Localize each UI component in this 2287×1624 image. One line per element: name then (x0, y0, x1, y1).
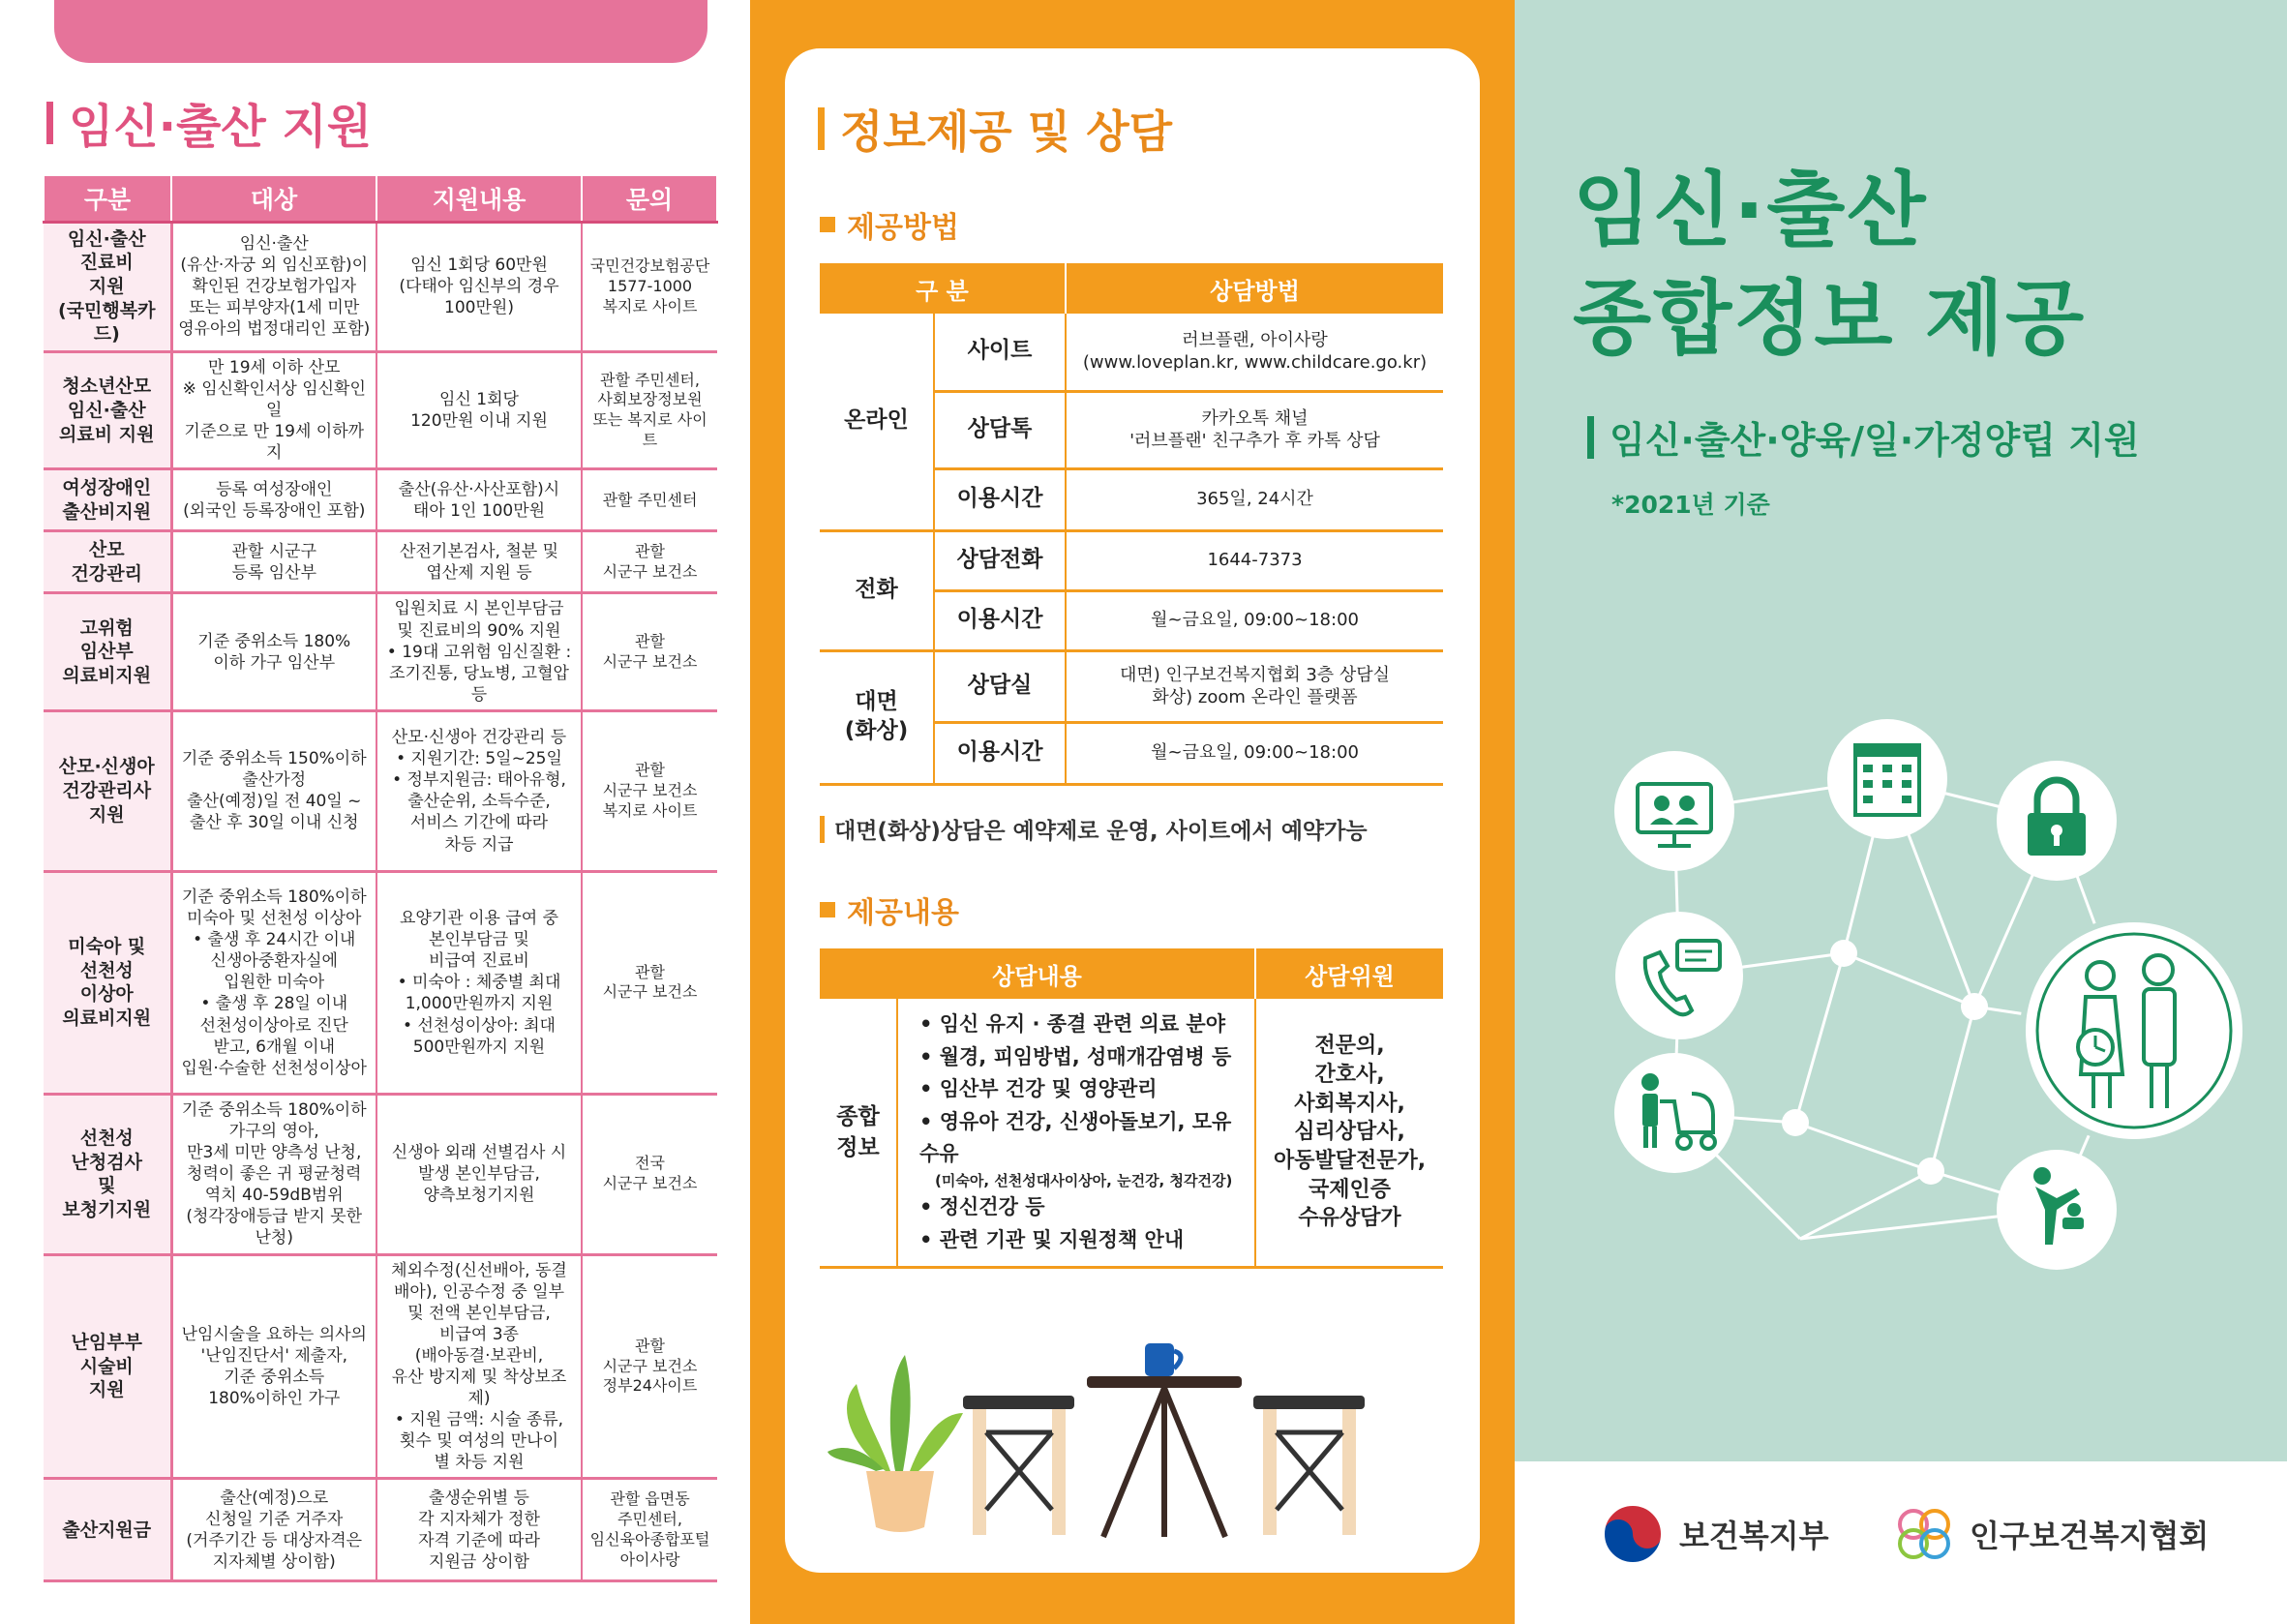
square-bullet-icon (820, 217, 835, 232)
table-cell: 관할 시군구 보건소 (582, 593, 717, 710)
caregiver-icon (1997, 1150, 2117, 1270)
table-cell: 전국 시군구 보건소 (582, 1094, 717, 1254)
table-cell: 난임시술을 요하는 의사의 '난임진단서' 제출자, 기준 중위소득 180%이하인 가구 (171, 1254, 376, 1479)
table-row (820, 314, 1443, 391)
table-cell: 관할 시군구 보건소 복지로 사이트 (582, 710, 717, 871)
header-inquiry: 문의 (582, 175, 717, 222)
support-table (43, 174, 718, 1582)
table-cell: 산모 건강관리 (44, 531, 171, 593)
table-row (820, 530, 1443, 590)
list-item-note: (미숙아, 선천성대사이상아, 눈건강, 청각건강) (935, 1171, 1233, 1189)
list-item: • 관련 기관 및 지원정책 안내 (919, 1224, 1245, 1257)
table-row (820, 999, 1443, 1268)
header-category: 구 분 (820, 263, 1066, 314)
table-cell: 만 19세 이하 산모 ※ 임신확인서상 임신확인일 기준으로 만 19세 이하까지 (171, 351, 376, 468)
table-row (44, 593, 717, 710)
header-category: 구분 (44, 175, 171, 222)
table-cell: 등록 여성장애인 (외국인 등록장애인 포함) (171, 469, 376, 531)
method-desc: 1644-7373 (1066, 530, 1443, 590)
method-desc: 365일, 24시간 (1066, 468, 1443, 530)
table-cell: 기준 중위소득 180%이하 미숙아 및 선천성 이상아 • 출생 후 24시간 이내 신생아중환자실에 입원한 미숙아 • 출생 후 28일 이내 선천성이상아로 진단 받고, 6개월 이내 입원·수술한 선천성이상아 (171, 871, 376, 1094)
building-icon (1827, 719, 1947, 839)
table-cell: 청소년산모 임신·출산 의료비 지원 (44, 351, 171, 468)
sub-category: 상담톡 (934, 391, 1066, 468)
lock-icon (1997, 761, 2117, 881)
table-cell: 관할 시군구 보건소 (582, 871, 717, 1094)
table-cell: 고위험 임산부 의료비지원 (44, 593, 171, 710)
cover-panel (1515, 0, 2287, 1624)
table-row (44, 351, 717, 468)
table-cell: 여성장애인 출산비지원 (44, 469, 171, 531)
table-cell: 임신 1회당 120만원 이내 지원 (376, 351, 582, 468)
title-bar (46, 102, 53, 144)
table-cell: 체외수정(신선배아, 동결 배아), 인공수정 중 일부 및 전액 본인부담금, 비급여 3종 (배아동결·보관비, 유산 방지제 및 착상보조제) • 지원 금액: 시술 종류, 횟수 및 여성의 만나이 별 차등 지원 (376, 1254, 582, 1479)
cover-title-line2: 종합정보 제공 (1573, 271, 2087, 366)
cover-title-line1: 임신·출산 (1573, 163, 1928, 257)
table-cell: 신생아 외래 선별검사 시 발생 본인부담금, 양측보청기지원 (376, 1094, 582, 1254)
support-section-title: 임신·출산 지원 (46, 89, 372, 156)
group-online: 온라인 (820, 314, 934, 530)
support-panel (0, 0, 750, 1624)
title-bar (818, 107, 825, 150)
header-target: 대상 (171, 175, 376, 222)
table-cell: 관할 주민센터, 사회보장정보원 또는 복지로 사이트 (582, 351, 717, 468)
table-cell: 출생순위별 등 각 지자체가 정한 자격 기준에 따라 지원금 상이함 (376, 1479, 582, 1581)
network-illustration (1515, 668, 2287, 1365)
table-cell: 관할 시군구 보건소 (582, 531, 717, 593)
table-cell: 관할 주민센터 (582, 469, 717, 531)
kpphw-logo: 인구보건복지협회 (1892, 1503, 2209, 1565)
table-cell: 산모·신생아 건강관리사 지원 (44, 710, 171, 871)
list-item: • 임산부 건강 및 영양관리 (919, 1073, 1245, 1106)
cover-subtitle: 임신·출산·양육/일·가정양립 지원 (1587, 410, 2140, 464)
table-cell: 국민건강보험공단 1577-1000 복지로 사이트 (582, 222, 717, 351)
table-header-row (820, 948, 1443, 999)
table-row (44, 469, 717, 531)
table-cell: 출산지원금 (44, 1479, 171, 1581)
table-cell: 출산(예정)으로 신청일 기준 거주자 (거주기간 등 대상자격은 지자체별 상이함) (171, 1479, 376, 1581)
table-row (44, 531, 717, 593)
header-staff: 상담위원 (1255, 948, 1443, 999)
table-cell: 산전기본검사, 철분 및 엽산제 지원 등 (376, 531, 582, 593)
table-row (44, 871, 717, 1094)
table-cell: 기준 중위소득 150%이하 출산가정 출산(예정)일 전 40일 ~ 출산 후 30일 이내 신청 (171, 710, 376, 871)
table-header-row (820, 263, 1443, 314)
table-cell: 입원치료 시 본인부담금 및 진료비의 90% 지원 • 19대 고위험 임신질환 : 조기진통, 당뇨병, 고혈압 등 (376, 593, 582, 710)
stroller-icon (1614, 1053, 1734, 1173)
table-cell: 선천성 난청검사 및 보청기지원 (44, 1094, 171, 1254)
content-subtitle: 제공내용 (820, 888, 959, 931)
sub-category: 사이트 (934, 314, 1066, 391)
sub-category: 상담전화 (934, 530, 1066, 590)
list-item: • 영유아 건강, 신생아돌보기, 모유수유 (919, 1106, 1245, 1171)
table-cell: 기준 중위소득 180%이하 가구의 영아, 만3세 미만 양측성 난청, 청력이 좋은 귀 평균청력 역치 40-59dB범위 (청각장애등급 받지 못한 난청) (171, 1094, 376, 1254)
method-desc: 대면) 인구보건복지협회 3층 상담실 화상) zoom 온라인 플랫폼 (1066, 650, 1443, 722)
content-list-cell (897, 999, 1255, 1268)
taegeuk-icon (1602, 1503, 1664, 1565)
sub-category: 상담실 (934, 650, 1066, 722)
table-row (44, 710, 717, 871)
table-cell: 관할 읍면동 주민센터, 임신육아종합포털 아이사랑 (582, 1479, 717, 1581)
table-row (44, 1254, 717, 1479)
stool-left-icon (963, 1396, 1074, 1535)
list-item: • 정신건강 등 (919, 1191, 1245, 1224)
square-bullet-icon (820, 902, 835, 917)
table-cell: 기준 중위소득 180% 이하 가구 임산부 (171, 593, 376, 710)
method-desc: 월~금요일, 09:00~18:00 (1066, 722, 1443, 784)
plant-icon (828, 1355, 963, 1532)
table-icon (1087, 1343, 1242, 1537)
method-desc: 카카오톡 채널 '러브플랜' 친구추가 후 카톡 상담 (1066, 391, 1443, 468)
table-cell: 난임부부 시술비 지원 (44, 1254, 171, 1479)
table-cell: 출산(유산·사산포함)시 태아 1인 100만원 (376, 469, 582, 531)
table-cell: 미숙아 및 선천성 이상아 의료비지원 (44, 871, 171, 1094)
method-desc: 월~금요일, 09:00~18:00 (1066, 590, 1443, 650)
note-bar (820, 816, 825, 843)
table-row (44, 1479, 717, 1581)
header-content: 상담내용 (820, 948, 1255, 999)
content-table (820, 948, 1443, 1269)
sub-category: 이용시간 (934, 722, 1066, 784)
table-cell: 임신·출산 (유산·자궁 외 임신포함)이 확인된 건강보험가입자 또는 피부양자(1세 미만 영유아의 법정대리인 포함) (171, 222, 376, 351)
method-desc: 러브플랜, 아이사랑 (www.loveplan.kr, www.childcare.go.kr) (1066, 314, 1443, 391)
furniture-illustration (828, 1326, 1428, 1539)
rings-logo-icon (1892, 1503, 1956, 1565)
staff-cell: 전문의, 간호사, 사회복지사, 심리상담사, 아동발달전문가, 국제인증 수유상담가 (1255, 999, 1443, 1268)
sub-category: 이용시간 (934, 590, 1066, 650)
stool-right-icon (1253, 1396, 1365, 1535)
table-row (44, 1094, 717, 1254)
table-cell: 임신·출산 진료비 지원 (국민행복카드) (44, 222, 171, 351)
group-visit: 대면 (화상) (820, 650, 934, 784)
ministry-logo: 보건복지부 (1602, 1503, 1829, 1565)
info-panel (750, 0, 1515, 1624)
title-bar (1587, 416, 1594, 459)
table-cell: 산모·신생아 건강관리 등 • 지원기간: 5일~25일 • 정부지원금: 태아유형, 출산순위, 소득수준, 서비스 기간에 따라 차등 지급 (376, 710, 582, 871)
table-cell: 관할 시군구 보건소 정부24사이트 (582, 1254, 717, 1479)
info-section-title: 정보제공 및 상담 (818, 97, 1172, 161)
computer-consult-icon (1614, 751, 1734, 871)
table-row (820, 650, 1443, 722)
list-item: • 월경, 피임방법, 성매개감염병 등 (919, 1041, 1245, 1074)
header-method: 상담방법 (1066, 263, 1443, 314)
method-subtitle: 제공방법 (820, 203, 959, 246)
family-icon (2023, 919, 2245, 1142)
group-phone: 전화 (820, 530, 934, 650)
date-note: *2021년 기준 (1611, 491, 1770, 519)
table-cell: 요양기관 이용 급여 중 본인부담금 및 비급여 진료비 • 미숙아 : 체중별 최대 1,000만원까지 지원 • 선천성이상아: 최대 500만원까지 지원 (376, 871, 582, 1094)
table-cell: 관할 시군구 등록 임산부 (171, 531, 376, 593)
phone-chat-icon (1615, 912, 1743, 1039)
table-header-row (44, 175, 717, 222)
method-table (820, 263, 1443, 786)
table-cell: 임신 1회당 60만원 (다태아 임신부의 경우 100만원) (376, 222, 582, 351)
reservation-note: 대면(화상)상담은 예약제로 운영, 사이트에서 예약가능 (820, 813, 1368, 845)
content-group: 종합 정보 (820, 999, 897, 1268)
list-item: • 임신 유지 · 종결 관련 의료 분야 (919, 1008, 1245, 1041)
header-content: 지원내용 (376, 175, 582, 222)
top-tab-decoration (54, 0, 707, 63)
sub-category: 이용시간 (934, 468, 1066, 530)
content-list (919, 1008, 1245, 1256)
table-row (44, 222, 717, 351)
